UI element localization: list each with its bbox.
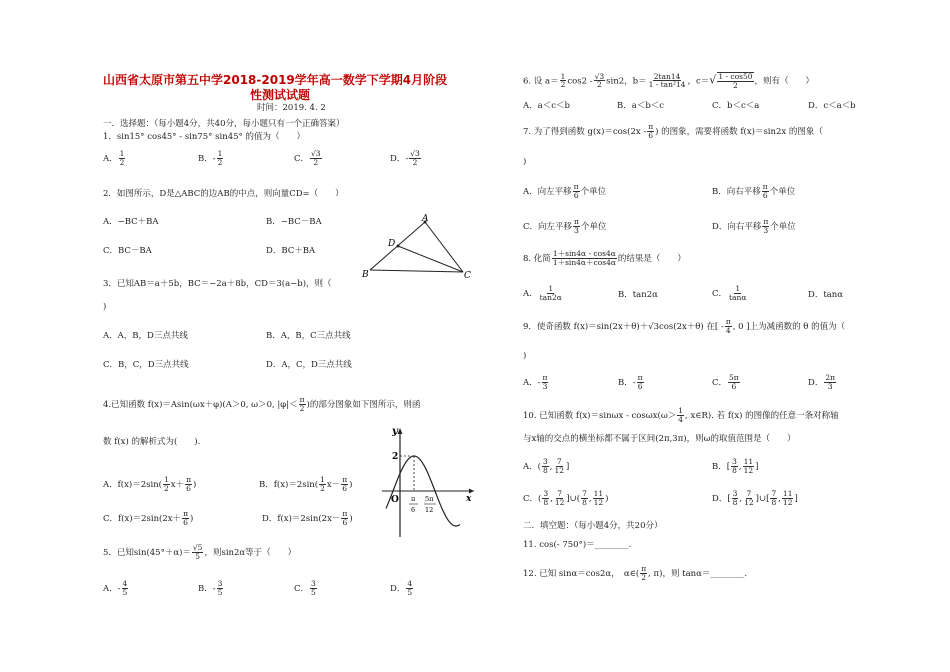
label-c: C xyxy=(464,271,471,280)
q3-option-a: A．A，B，D三点共线 xyxy=(103,331,188,341)
section-fill-heading: 二．填空题：（每小题4分，共20分） xyxy=(523,521,663,531)
q1-option-a: A． $\frac{1}{2}$ xyxy=(103,149,125,167)
edge-bc xyxy=(370,270,463,272)
q7-option-a: A．向左平移 $\frac{\pi}{6}$ 个单位 xyxy=(523,182,607,200)
q6-stem: 6. 设 a＝ $\frac{1}{2}$ cos2 - $\frac{√3}{2}$ sin2，b＝ $\frac{2\tan 14}{\text{1 - tan²14}}$ ，c＝√ $\frac{1 - \cos 50}{2}$ ，则有（ ） xyxy=(523,71,815,90)
q3-stem: 3．已知AB＝a＋5b，BC＝−2a＋8b，CD＝3(a−b)，则（ xyxy=(103,279,332,289)
q8-option-a: A． $\frac{1}{\tan 2\alpha}$ xyxy=(523,284,562,302)
q9-option-d: D． $\frac{2\pi}{3}$ xyxy=(808,373,836,391)
q3-paren: ) xyxy=(103,302,107,312)
q2-option-c: C．BC－BA xyxy=(103,246,152,256)
q9-option-a: A．- $\frac{\pi}{3}$ xyxy=(523,373,548,391)
q1-stem: 1．sin15° cos45° - sin75° sin45° 的值为（ ） xyxy=(103,132,305,142)
q4-option-a: A．f(x)＝2sin( $\frac{1}{2}$ x＋ $\frac{\pi}{6}$ ) xyxy=(103,475,197,493)
q3-option-b: B．A，B，C三点共线 xyxy=(266,331,351,341)
q3-option-d: D．A，C，D三点共线 xyxy=(266,360,352,370)
q9-option-c: C． $\frac{5\pi}{6}$ xyxy=(712,373,739,391)
q8-option-b: B．tan2α xyxy=(618,290,658,300)
q4-sine-graph xyxy=(378,425,475,540)
q8-stem: 8. 化简 $\frac{1+\sin 4\alpha - \cos 4\alpha}{1+\sin 4\alpha+\cos 4\alpha}$ 的结果是（ ） xyxy=(523,249,686,267)
q6-option-b: B．a＜b＜c xyxy=(617,101,665,111)
q3-option-c: C．B，C，D三点共线 xyxy=(103,360,189,370)
y-label: y xyxy=(392,426,398,437)
q9-paren: ) xyxy=(523,351,527,361)
q8-option-d: D．tanα xyxy=(808,290,844,300)
q6-option-a: A．a＜c＜b xyxy=(523,101,570,111)
q8-option-c: C． $\frac{1}{\tan\alpha}$ xyxy=(712,284,747,302)
tick-pi-6-num: π xyxy=(411,495,416,503)
exam-time: 时间：2019. 4. 2 xyxy=(257,103,326,113)
title-line-2: 性测试试题 xyxy=(250,88,311,102)
q2-stem: 2．如图所示，D是△ABC的边AB的中点，则向量CD=（ ） xyxy=(103,189,344,199)
q11-stem: 11. cos(- 750°)＝________. xyxy=(523,540,632,550)
tick-pi-6-den: 6 xyxy=(411,506,416,514)
q2-option-b: B．−BC－BA xyxy=(266,217,322,227)
q6-option-d: D．c＜a＜b xyxy=(808,101,856,111)
q9-option-b: B．- $\frac{\pi}{6}$ xyxy=(618,373,643,391)
q10-stem: 10. 已知函数 f(x)＝sinωx - cosωx(ω＞ $\frac{1}{4}$ , x∈R). 若 f(x) 的图像的任意一条对称轴 xyxy=(523,406,839,424)
q4-stem: 4.已知函数 f(x)＝Asin(ωx＋φ)(A＞0, ω＞0, |φ|＜ $\frac{\pi}{2}$ )的部分图象如下图所示，则函 xyxy=(103,395,421,413)
q5-option-a: A．- $\frac{4}{5}$ xyxy=(103,579,128,597)
origin-label: O xyxy=(391,495,399,505)
q10-stem-2: 与x轴的交点的横坐标都不属于区间(2π,3π)，则ω的取值范围是（ ） xyxy=(523,434,796,444)
q10-option-d: D．[ $\frac{3}{8}$ , $\frac{7}{12}$ ]∪[ $\frac{7}{8}$ , $\frac{11}{12}$ ] xyxy=(712,489,798,507)
q5-stem: 5．已知sin(45°＋α)＝ $\frac{√5}{5}$ ，则sin2α等于（ ） xyxy=(103,543,297,561)
q10-option-c: C．( $\frac{3}{8}$ , $\frac{7}{12}$ ]∪( $\frac{7}{8}$ , $\frac{11}{12}$ ) xyxy=(523,489,609,507)
q6-option-c: C．b＜c＜a xyxy=(712,101,760,111)
q4-option-b: B．f(x)＝2sin( $\frac{1}{2}$ x－ $\frac{\pi}{6}$ ) xyxy=(259,475,353,493)
q2-triangle-figure xyxy=(360,212,475,280)
right-column xyxy=(475,0,950,672)
y-axis-arrow xyxy=(398,428,403,434)
q7-option-d: D．向右平移 $\frac{\pi}{3}$ 个单位 xyxy=(712,217,796,235)
q9-stem: 9．使奇函数 f(x)＝sin(2x＋θ)＋√3cos(2x＋θ) 在[ - $\frac{\pi}{4}$ , 0 ]上为减函数的 θ 的值为（ xyxy=(523,317,846,335)
q7-option-c: C．向左平移 $\frac{\pi}{3}$ 个单位 xyxy=(523,217,607,235)
q7-paren: ) xyxy=(523,157,527,167)
q7-stem: 7. 为了得到函数 g(x)＝cos(2x - $\frac{\pi}{6}$ ) 的图象，需要将函数 f(x)＝sin2x 的图象（ xyxy=(523,122,823,140)
q12-stem: 12. 已知 sinα＝cos2α， α∈( $\frac{\pi}{2}$ , π)，则 tanα＝________. xyxy=(523,564,748,582)
tick-5pi-12-num: 5π xyxy=(425,495,434,503)
section-choice-heading: 一．选择题：（每小题4分，共40分，每小题只有一个正确答案） xyxy=(103,119,345,129)
tick-5pi-12-den: 12 xyxy=(425,506,434,514)
x-label: x xyxy=(466,494,472,504)
label-d: D xyxy=(388,239,396,249)
q7-option-b: B．向右平移 $\frac{\pi}{6}$ 个单位 xyxy=(712,182,796,200)
q10-option-a: A．( $\frac{3}{8}$ , $\frac{7}{12}$ ] xyxy=(523,457,570,475)
q2-option-a: A．−BC＋BA xyxy=(103,217,159,227)
q2-option-d: D．BC＋BA xyxy=(266,246,316,256)
q1-option-c: C． $\frac{√3}{2}$ xyxy=(294,149,321,167)
q4-option-c: C．f(x)＝2sin(2x＋ $\frac{\pi}{6}$ ) xyxy=(103,509,194,527)
max-value-label: 2 xyxy=(392,452,399,462)
q1-option-b: B．- $\frac{1}{2}$ xyxy=(198,149,223,167)
q10-option-b: B．[ $\frac{3}{8}$ , $\frac{11}{12}$ ] xyxy=(712,457,759,475)
q4-option-d: D．f(x)＝2sin(2x－ $\frac{\pi}{6}$ ) xyxy=(262,509,353,527)
title-line-1: 山西省太原市第五中学2018-2019学年高一数学下学期4月阶段 xyxy=(103,73,448,87)
q5-option-b: B．- $\frac{3}{5}$ xyxy=(198,579,223,597)
label-a: A xyxy=(422,214,429,224)
q5-option-d: D． $\frac{4}{5}$ xyxy=(390,579,413,597)
q4-stem-2: 数 f(x) 的解析式为( ). xyxy=(103,437,201,447)
q5-option-c: C． $\frac{3}{5}$ xyxy=(294,579,316,597)
point-d xyxy=(397,245,400,248)
x-axis-arrow xyxy=(469,489,474,494)
label-b: B xyxy=(362,270,369,280)
q1-option-d: D．- $\frac{√3}{2}$ xyxy=(390,149,420,167)
